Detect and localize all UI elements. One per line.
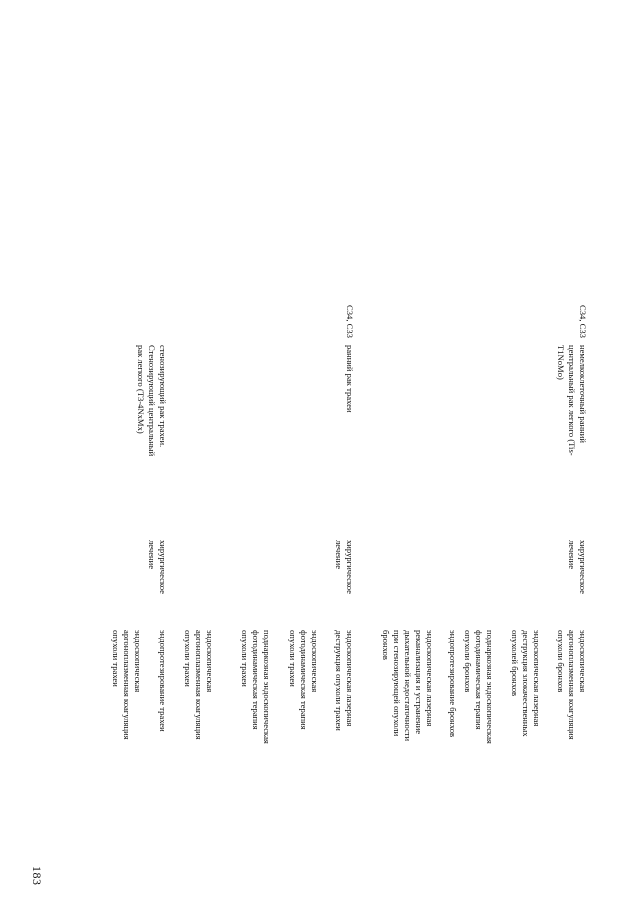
- treatment-cell: хирургическое лечение: [334, 540, 355, 594]
- method-item: эндоскопическая аргоноплазменная коагуляция опухоли трахеи: [111, 630, 143, 740]
- method-item: эндоскопическая лазерная деструкция злокачественных опухолей бронхов: [510, 630, 542, 737]
- page-number: 183: [30, 866, 44, 886]
- method-item: эндопротезирование трахеи: [158, 630, 168, 732]
- treatment-cell: хирургическое лечение: [147, 540, 168, 594]
- icd-code: С34, С33: [578, 305, 588, 338]
- diagnosis-cell: стенозирующий рак трахеи. Стенозирующий центральный рак легкого (T3-4NxMx): [136, 345, 168, 457]
- method-item: эндоскопическая фотодинамическая терапия опухоли трахеи: [288, 630, 320, 730]
- method-item: эндопротезирование бронхов: [448, 630, 458, 738]
- method-item: эндоскопическая лазерная реканализация и устранение дыхательной недостаточности при стенозирующей опухоли бронхов: [381, 630, 435, 742]
- icd-code: С34, С33: [345, 305, 355, 338]
- method-item: эндоскопическая аргоноплазменная коагуляция опухоли трахеи: [183, 630, 215, 740]
- diagnosis-cell: ранний рак трахеи: [345, 345, 355, 413]
- diagnosis-cell: немелкоклеточный ранний центральный рак легкого (Tis- T1NoMo): [556, 345, 588, 456]
- method-item: эндоскопическая лазерная деструкция опухоли трахеи: [334, 630, 355, 731]
- method-item: поднаркозная эндоскопическая фотодинамическая терапия опухоли бронхов: [463, 630, 495, 744]
- treatment-cell: хирургическое лечение: [567, 540, 588, 594]
- method-item: поднаркозная эндоскопическая фотодинамическая терапия опухоли трахеи: [240, 630, 272, 744]
- method-item: эндоскопическая аргоноплазменная коагуляция опухоли бронхов: [556, 630, 588, 740]
